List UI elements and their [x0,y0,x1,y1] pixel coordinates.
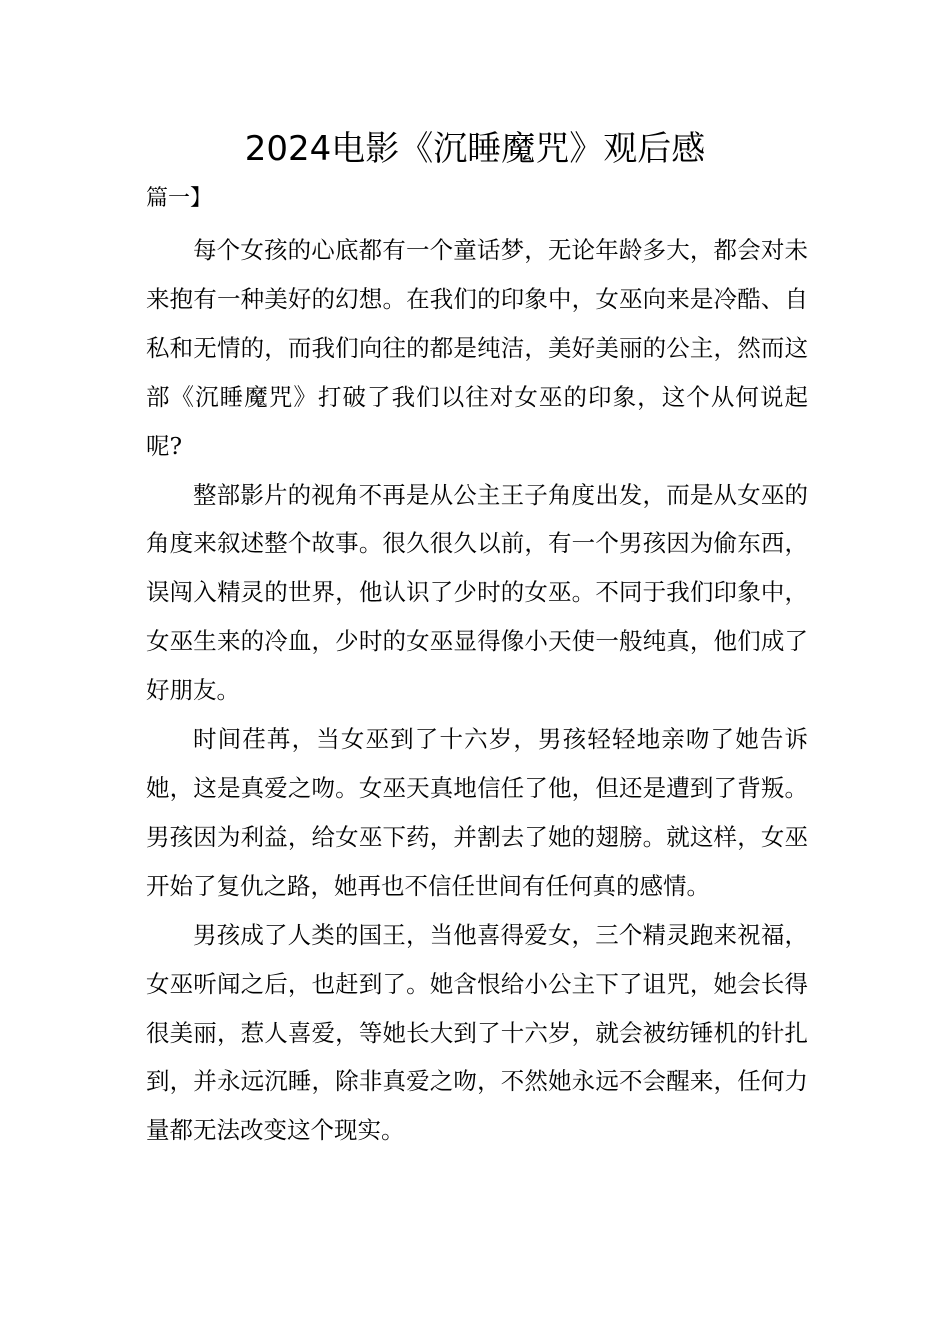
body-paragraph: 整部影片的视角不再是从公主王子角度出发，而是从女巫的角度来叙述整个故事。很久很久以前，有一个男孩因为偷东西，误闯入精灵的世界，他认识了少时的女巫。不同于我们印象中，女巫生来的冷血，少时的女巫显得像小天使一般纯真，他们成了好朋友。 [146,480,808,705]
document-body [146,226,808,1155]
section-label: 篇一】 [146,186,213,211]
document-title: 2024电影《沉睡魔咒》观后感 [244,129,706,169]
body-paragraph: 男孩成了人类的国王，当他喜得爱女，三个精灵跑来祝福，女巫听闻之后，也赶到了。她含恨给小公主下了诅咒，她会长得很美丽，惹人喜爱，等她长大到了十六岁，就会被纺锤机的针扎到，并永远沉睡，除非真爱之吻，不然她永远不会醒来，任何力量都无法改变这个现实。 [146,920,808,1145]
body-paragraph: 时间荏苒，当女巫到了十六岁，男孩轻轻地亲吻了她告诉她，这是真爱之吻。女巫天真地信任了他，但还是遭到了背叛。男孩因为利益，给女巫下药，并割去了她的翅膀。就这样，女巫开始了复仇之路，她再也不信任世间有任何真的感情。 [146,725,808,900]
body-paragraph: 每个女孩的心底都有一个童话梦，无论年龄多大，都会对未来抱有一种美好的幻想。在我们的印象中，女巫向来是冷酷、自私和无情的，而我们向往的都是纯洁，美好美丽的公主，然而这部《沉睡魔咒》打破了我们以往对女巫的印象，这个从何说起呢? [146,236,808,460]
